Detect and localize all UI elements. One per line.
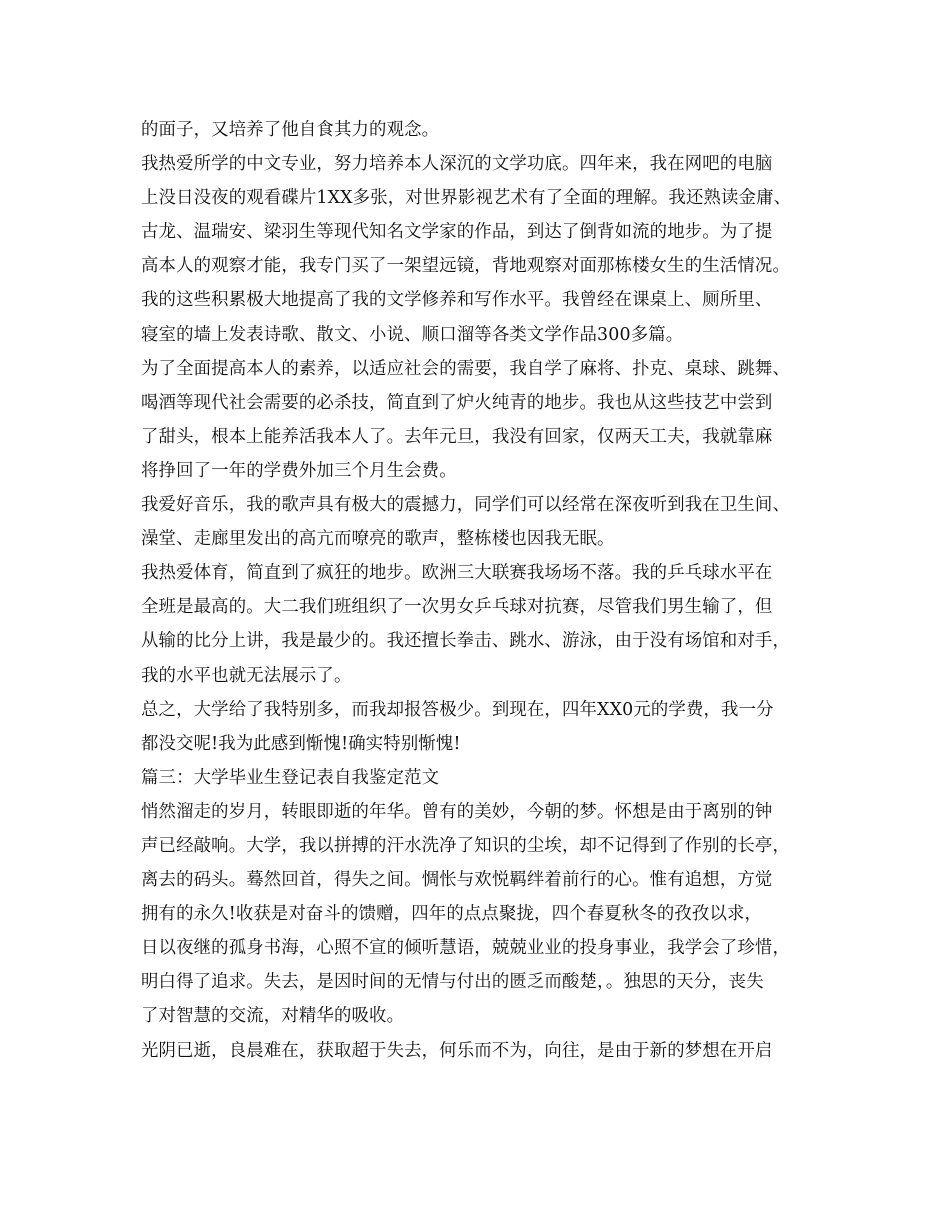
text-line: 离去的码头。蓦然回首，得失之间。惆怅与欢悦羁绊着前行的心。惟有追想，方觉 — [141, 870, 773, 891]
document-body — [141, 113, 831, 1068]
text-line: 了对智慧的交流，对精华的吸收。 — [141, 1006, 405, 1027]
text-line: 我热爱体育，简直到了疯狂的地步。欧洲三大联赛我场场不落。我的乒乓球水平在 — [141, 563, 773, 584]
text-line: 了甜头，根本上能养活我本人了。去年元旦，我没有回家，仅两天工夫，我就靠麻 — [141, 426, 773, 447]
text-line: 我热爱所学的中文专业，努力培养本人深沉的文学功底。四年来，我在网吧的电脑 — [141, 154, 773, 175]
text-line: 全班是最高的。大二我们班组织了一次男女乒乓球对抗赛，尽管我们男生输了，但 — [141, 597, 773, 618]
text-line: 高本人的观察才能，我专门买了一架望远镜，背地观察对面那栋楼女生的生活情况。 — [141, 256, 791, 277]
text-line: 将挣回了一年的学费外加三个月生会费。 — [141, 460, 457, 481]
section-heading: 篇三：大学毕业生登记表自我鉴定范文 — [141, 767, 440, 788]
text-line: 声已经敲响。大学，我以拼搏的汗水洗净了知识的尘埃，却不记得到了作别的长亭， — [141, 835, 791, 856]
text-line: 我的水平也就无法展示了。 — [141, 665, 352, 686]
text-line: 光阴已逝，良晨难在，获取超于失去，何乐而不为，向往，是由于新的梦想在开启 — [141, 1040, 773, 1061]
text-line: 上没日没夜的观看碟片1XX多张，对世界影视艺术有了全面的理解。我还熟读金庸、 — [141, 188, 792, 209]
text-line: 都没交呢!我为此感到惭愧!确实特别惭愧! — [141, 733, 461, 754]
text-line: 喝酒等现代社会需要的必杀技，简直到了炉火纯青的地步。我也从这些技艺中尝到 — [141, 392, 773, 413]
text-line: 总之，大学给了我特别多，而我却报答极少。到现在，四年XX0元的学费，我一分 — [141, 699, 774, 720]
text-line: 古龙、温瑞安、梁羽生等现代知名文学家的作品，到达了倒背如流的地步。为了提 — [141, 222, 773, 243]
text-line: 我的这些积累极大地提高了我的文学修养和写作水平。我曾经在课桌上、厕所里、 — [141, 290, 773, 311]
text-line: 的面子，又培养了他自食其力的观念。 — [141, 120, 440, 140]
text-line: 明白得了追求。失去，是因时间的无情与付出的匮乏而酸楚，。独思的天分，丧失 — [141, 972, 764, 993]
text-line: 寝室的墙上发表诗歌、散文、小说、顺口溜等各类文学作品300多篇。 — [141, 324, 684, 345]
text-line: 我爱好音乐，我的歌声具有极大的震撼力，同学们可以经常在深夜听到我在卫生间、 — [141, 495, 791, 516]
text-line: 悄然溜走的岁月，转眼即逝的年华。曾有的美妙，今朝的梦。怀想是由于离别的钟 — [141, 801, 773, 822]
text-line: 为了全面提高本人的素养，以适应社会的需要，我自学了麻将、扑克、桌球、跳舞、 — [141, 358, 791, 379]
text-line: 日以夜继的孤身书海，心照不宣的倾听慧语，兢兢业业的投身事业，我学会了珍惜， — [141, 938, 791, 959]
text-line: 澡堂、走廊里发出的高亢而嘹亮的歌声，整栋楼也因我无眠。 — [141, 529, 615, 550]
text-line: 从输的比分上讲，我是最少的。我还擅长拳击、跳水、游泳，由于没有场馆和对手， — [141, 631, 791, 652]
text-line: 拥有的永久!收获是对奋斗的馈赠，四年的点点聚拢，四个春夏秋冬的孜孜以求， — [141, 904, 763, 925]
